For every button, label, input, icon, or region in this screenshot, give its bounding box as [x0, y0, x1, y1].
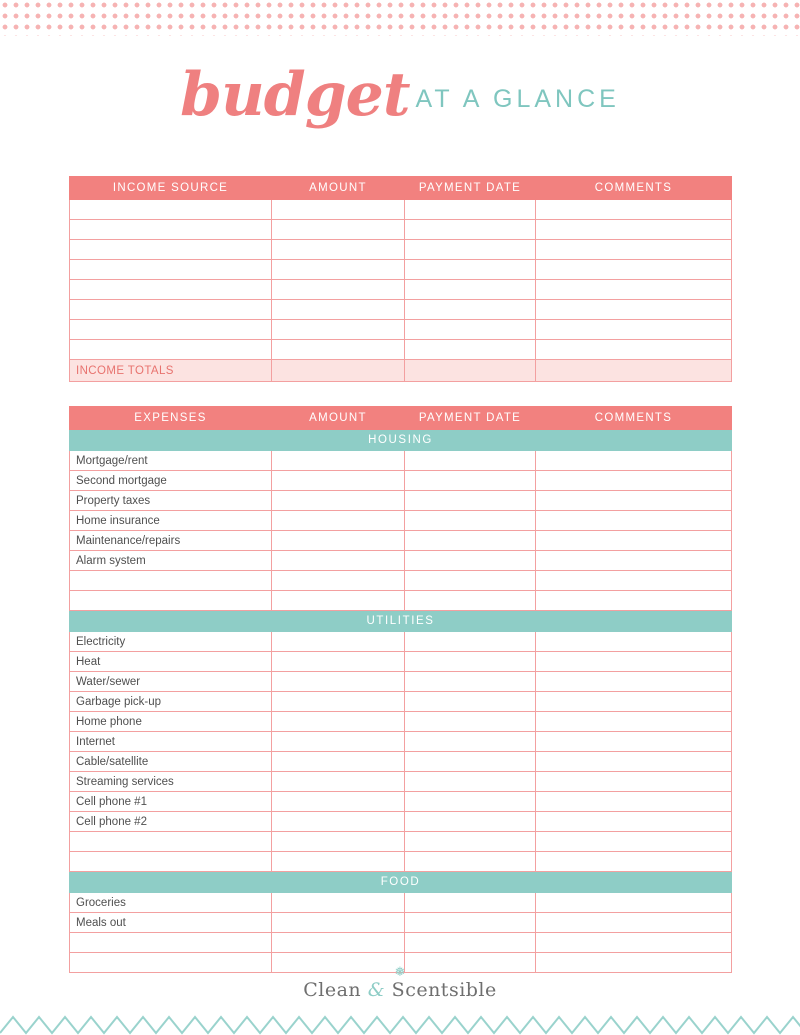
table-row — [70, 752, 732, 772]
income-header-row — [70, 177, 732, 200]
expense-header-expenses: EXPENSES — [70, 407, 272, 430]
expense-entry-cell[interactable] — [272, 792, 405, 812]
income-entry-cell[interactable] — [405, 220, 536, 240]
expense-entry-cell[interactable] — [536, 571, 732, 591]
expense-entry-cell[interactable] — [536, 792, 732, 812]
expense-name-cell[interactable]: Meals out — [70, 913, 272, 933]
expense-entry-cell[interactable] — [272, 591, 405, 611]
expense-name-cell[interactable]: Heat — [70, 652, 272, 672]
income-entry-cell[interactable] — [272, 260, 405, 280]
expense-entry-cell[interactable] — [272, 893, 405, 913]
income-source-cell[interactable] — [70, 220, 272, 240]
table-row — [70, 551, 732, 571]
expense-entry-cell[interactable] — [272, 852, 405, 872]
expense-entry-cell[interactable] — [272, 732, 405, 752]
expense-entry-cell[interactable] — [405, 511, 536, 531]
income-totals-cell[interactable] — [405, 360, 536, 382]
expense-entry-cell[interactable] — [272, 551, 405, 571]
expense-entry-cell[interactable] — [405, 571, 536, 591]
expense-name-cell[interactable]: Second mortgage — [70, 471, 272, 491]
expense-entry-cell[interactable] — [536, 531, 732, 551]
expense-entry-cell[interactable] — [405, 632, 536, 652]
expense-entry-cell[interactable] — [405, 451, 536, 471]
table-row — [70, 852, 732, 872]
income-entry-cell[interactable] — [536, 240, 732, 260]
expense-entry-cell[interactable] — [536, 893, 732, 913]
table-row — [70, 260, 732, 280]
income-entry-cell[interactable] — [405, 260, 536, 280]
income-totals-cell[interactable] — [272, 360, 405, 382]
page-title-subtitle: AT A GLANCE — [415, 85, 620, 113]
brand-name — [303, 979, 497, 1001]
expense-name-cell[interactable]: Home insurance — [70, 511, 272, 531]
expense-name-cell[interactable] — [70, 571, 272, 591]
leaf-sprig-icon: ❅ — [394, 964, 406, 979]
expense-section-title: UTILITIES — [70, 611, 732, 632]
table-row — [70, 340, 732, 360]
expense-entry-cell[interactable] — [272, 531, 405, 551]
table-row — [70, 300, 732, 320]
expense-entry-cell[interactable] — [536, 471, 732, 491]
expense-entry-cell[interactable] — [272, 571, 405, 591]
income-entry-cell[interactable] — [272, 240, 405, 260]
expense-name-cell[interactable] — [70, 591, 272, 611]
expense-name-cell[interactable]: Water/sewer — [70, 672, 272, 692]
expense-entry-cell[interactable] — [536, 812, 732, 832]
income-entry-cell[interactable] — [536, 200, 732, 220]
income-source-cell[interactable] — [70, 200, 272, 220]
table-row — [70, 280, 732, 300]
expense-section-title: HOUSING — [70, 430, 732, 451]
income-entry-cell[interactable] — [405, 300, 536, 320]
income-source-cell[interactable] — [70, 260, 272, 280]
income-table — [69, 176, 731, 382]
table-row — [70, 832, 732, 852]
table-row — [70, 491, 732, 511]
expense-entry-cell[interactable] — [405, 652, 536, 672]
table-row — [70, 772, 732, 792]
expense-name-cell[interactable]: Garbage pick-up — [70, 692, 272, 712]
expense-table — [69, 406, 731, 973]
table-row — [70, 652, 732, 672]
table-row — [70, 240, 732, 260]
expense-entry-cell[interactable] — [272, 812, 405, 832]
table-row — [70, 471, 732, 491]
expense-entry-cell[interactable] — [272, 451, 405, 471]
expense-entry-cell[interactable] — [536, 772, 732, 792]
expense-entry-cell[interactable] — [536, 511, 732, 531]
expense-entry-cell[interactable] — [536, 652, 732, 672]
expense-entry-cell[interactable] — [405, 772, 536, 792]
expense-name-cell[interactable]: Property taxes — [70, 491, 272, 511]
income-entry-cell[interactable] — [536, 340, 732, 360]
income-header-amount: AMOUNT — [272, 177, 405, 200]
expense-entry-cell[interactable] — [272, 692, 405, 712]
table-row — [70, 893, 732, 913]
income-header-source: INCOME SOURCE — [70, 177, 272, 200]
income-entry-cell[interactable] — [536, 220, 732, 240]
expense-entry-cell[interactable] — [405, 832, 536, 852]
table-row — [70, 200, 732, 220]
income-entry-cell[interactable] — [536, 320, 732, 340]
income-entry-cell[interactable] — [405, 240, 536, 260]
decorative-dot-border-top — [0, 0, 800, 36]
income-header-comments: COMMENTS — [536, 177, 732, 200]
expense-name-cell[interactable]: Cell phone #1 — [70, 792, 272, 812]
expense-name-cell[interactable]: Alarm system — [70, 551, 272, 571]
expense-entry-cell[interactable] — [536, 913, 732, 933]
income-entry-cell[interactable] — [536, 260, 732, 280]
expense-entry-cell[interactable] — [405, 933, 536, 953]
expense-entry-cell[interactable] — [536, 672, 732, 692]
income-source-cell[interactable] — [70, 300, 272, 320]
income-entry-cell[interactable] — [272, 340, 405, 360]
income-entry-cell[interactable] — [405, 280, 536, 300]
expense-section-row — [70, 872, 732, 893]
income-entry-cell[interactable] — [405, 340, 536, 360]
income-entry-cell[interactable] — [536, 280, 732, 300]
expense-header-amount: AMOUNT — [272, 407, 405, 430]
expense-entry-cell[interactable] — [536, 732, 732, 752]
expense-entry-cell[interactable] — [272, 913, 405, 933]
table-row — [70, 531, 732, 551]
table-row — [70, 933, 732, 953]
income-entry-cell[interactable] — [405, 200, 536, 220]
income-totals-row — [70, 360, 732, 382]
expense-entry-cell[interactable] — [272, 712, 405, 732]
expense-entry-cell[interactable] — [272, 652, 405, 672]
table-row — [70, 511, 732, 531]
expense-name-cell[interactable] — [70, 852, 272, 872]
table-row — [70, 320, 732, 340]
expense-entry-cell[interactable] — [272, 832, 405, 852]
income-entry-cell[interactable] — [536, 300, 732, 320]
expense-entry-cell[interactable] — [272, 511, 405, 531]
expense-entry-cell[interactable] — [405, 732, 536, 752]
expense-entry-cell[interactable] — [405, 672, 536, 692]
expense-header-comments: COMMENTS — [536, 407, 732, 430]
expense-entry-cell[interactable] — [405, 792, 536, 812]
income-source-cell[interactable] — [70, 320, 272, 340]
income-source-cell[interactable] — [70, 340, 272, 360]
expense-entry-cell[interactable] — [272, 772, 405, 792]
expense-entry-cell[interactable] — [536, 451, 732, 471]
brand-word-2: Scentsible — [391, 979, 497, 1001]
table-row — [70, 632, 732, 652]
expense-entry-cell[interactable] — [536, 832, 732, 852]
expense-entry-cell[interactable] — [405, 491, 536, 511]
table-row — [70, 451, 732, 471]
expense-entry-cell[interactable] — [536, 591, 732, 611]
expense-header-row — [70, 407, 732, 430]
table-row — [70, 792, 732, 812]
table-row — [70, 692, 732, 712]
income-header-payment-date: PAYMENT DATE — [405, 177, 536, 200]
income-totals-cell[interactable] — [536, 360, 732, 382]
expense-name-cell[interactable] — [70, 832, 272, 852]
expense-entry-cell[interactable] — [272, 672, 405, 692]
expense-header-payment-date: PAYMENT DATE — [405, 407, 536, 430]
page-title-script: budget — [180, 60, 410, 130]
expense-name-cell[interactable] — [70, 933, 272, 953]
expense-entry-cell[interactable] — [405, 531, 536, 551]
table-row — [70, 732, 732, 752]
table-row — [70, 220, 732, 240]
expense-entry-cell[interactable] — [536, 632, 732, 652]
brand-ampersand: & — [367, 979, 386, 1001]
expense-entry-cell[interactable] — [405, 712, 536, 732]
income-source-cell[interactable] — [70, 280, 272, 300]
income-entry-cell[interactable] — [272, 300, 405, 320]
expense-entry-cell[interactable] — [536, 752, 732, 772]
expense-entry-cell[interactable] — [536, 712, 732, 732]
expense-entry-cell[interactable] — [405, 591, 536, 611]
expense-entry-cell[interactable] — [405, 852, 536, 872]
expense-entry-cell[interactable] — [272, 933, 405, 953]
expense-entry-cell[interactable] — [536, 551, 732, 571]
expense-name-cell[interactable]: Electricity — [70, 632, 272, 652]
expense-entry-cell[interactable] — [272, 471, 405, 491]
expense-name-cell[interactable]: Mortgage/rent — [70, 451, 272, 471]
expense-entry-cell[interactable] — [405, 692, 536, 712]
table-row — [70, 712, 732, 732]
expense-name-cell[interactable]: Maintenance/repairs — [70, 531, 272, 551]
expense-section-title: FOOD — [70, 872, 732, 893]
income-entry-cell[interactable] — [272, 200, 405, 220]
income-entry-cell[interactable] — [272, 320, 405, 340]
expense-entry-cell[interactable] — [405, 752, 536, 772]
expense-name-cell[interactable]: Home phone — [70, 712, 272, 732]
expense-entry-cell[interactable] — [272, 752, 405, 772]
expense-entry-cell[interactable] — [405, 471, 536, 491]
expense-entry-cell[interactable] — [405, 893, 536, 913]
expense-entry-cell[interactable] — [272, 491, 405, 511]
expense-name-cell[interactable]: Cell phone #2 — [70, 812, 272, 832]
income-entry-cell[interactable] — [272, 280, 405, 300]
expense-entry-cell[interactable] — [536, 933, 732, 953]
expense-section-row — [70, 611, 732, 632]
expense-name-cell[interactable]: Internet — [70, 732, 272, 752]
table-row — [70, 913, 732, 933]
expense-name-cell[interactable]: Groceries — [70, 893, 272, 913]
expense-entry-cell[interactable] — [536, 852, 732, 872]
brand-word-1: Clean — [303, 979, 362, 1001]
income-source-cell[interactable] — [70, 240, 272, 260]
expense-name-cell[interactable]: Cable/satellite — [70, 752, 272, 772]
expense-entry-cell[interactable] — [536, 491, 732, 511]
page-title — [0, 52, 800, 130]
expense-entry-cell[interactable] — [272, 632, 405, 652]
expense-entry-cell[interactable] — [405, 812, 536, 832]
table-row — [70, 812, 732, 832]
table-row — [70, 591, 732, 611]
income-entry-cell[interactable] — [272, 220, 405, 240]
expense-name-cell[interactable]: Streaming services — [70, 772, 272, 792]
expense-entry-cell[interactable] — [405, 551, 536, 571]
brand-footer — [0, 965, 800, 1001]
expense-entry-cell[interactable] — [405, 913, 536, 933]
expense-section-row — [70, 430, 732, 451]
income-entry-cell[interactable] — [405, 320, 536, 340]
table-row — [70, 571, 732, 591]
income-totals-label: INCOME TOTALS — [70, 360, 272, 382]
expense-entry-cell[interactable] — [536, 692, 732, 712]
table-row — [70, 672, 732, 692]
decorative-zigzag-border-bottom — [0, 1009, 800, 1035]
